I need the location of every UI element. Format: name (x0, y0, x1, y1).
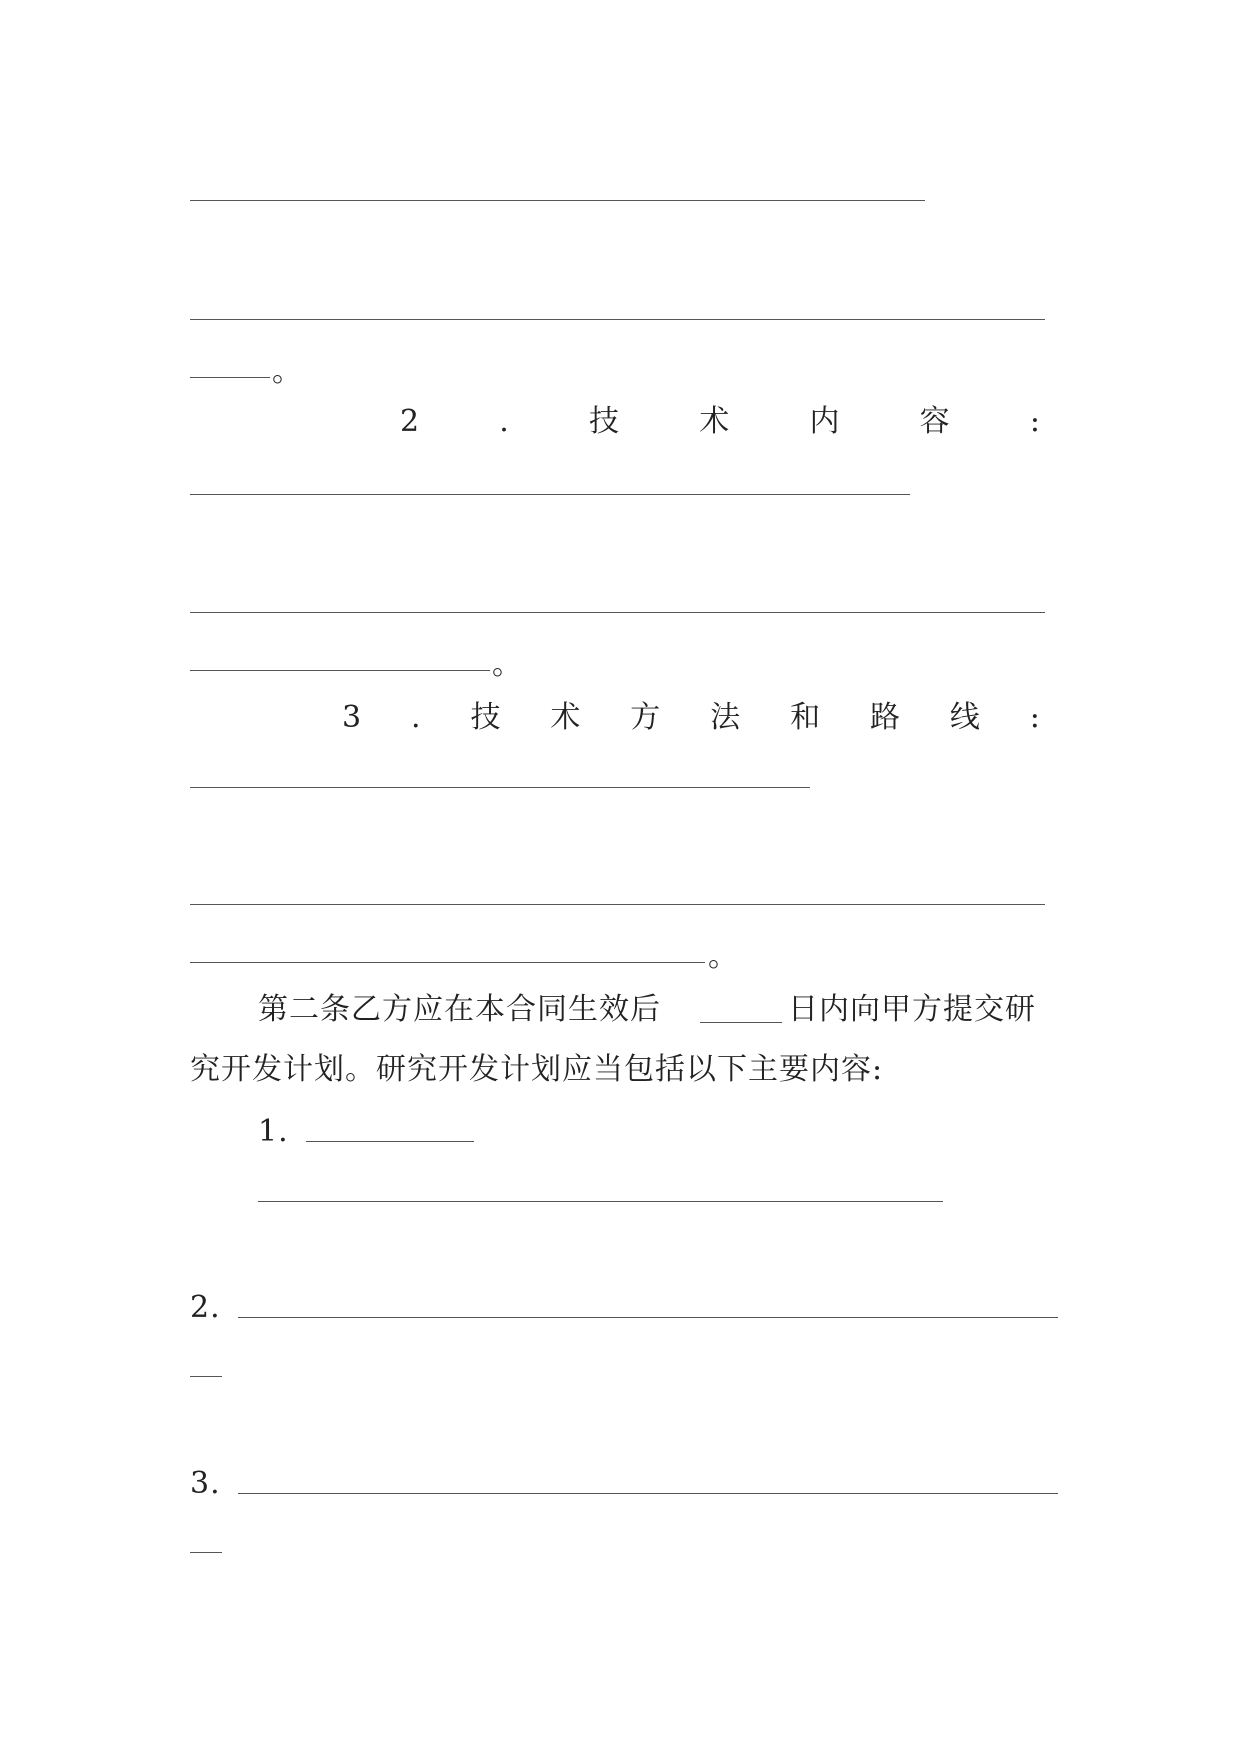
blank-line (190, 1552, 222, 1553)
heading-char: : (1029, 700, 1040, 735)
period: 。 (492, 647, 523, 682)
blank-line (190, 962, 705, 963)
heading-char: 路 (869, 700, 900, 735)
article2-line1-after: 日内向甲方提交研 (788, 992, 1036, 1027)
heading-char: 技 (470, 700, 501, 735)
blank-line (190, 787, 810, 788)
heading-char: 技 (589, 404, 620, 439)
period: 。 (272, 354, 303, 389)
article2-line2: 究开发计划。研究开发计划应当包括以下主要内容: (190, 1052, 884, 1087)
blank-line (190, 494, 910, 495)
heading-char: . (499, 404, 509, 439)
blank-line (238, 1317, 1058, 1318)
blank-line (258, 1201, 943, 1202)
heading-char: 3 (342, 700, 362, 735)
heading-char: : (1029, 404, 1040, 439)
blank-line (190, 319, 1045, 320)
period: 。 (708, 939, 739, 974)
blank-line (190, 670, 490, 671)
heading-char: 内 (809, 404, 840, 439)
blank-line (190, 904, 1045, 905)
heading-char: . (411, 700, 421, 735)
article2-line1-before: 第二条乙方应在本合同生效后 (258, 992, 661, 1027)
heading-char: 法 (710, 700, 741, 735)
heading-char: 术 (550, 700, 581, 735)
item2-heading (400, 402, 1040, 442)
blank-line (190, 1376, 222, 1377)
heading-char: 和 (790, 700, 821, 735)
heading-char: 容 (919, 404, 950, 439)
blank-line (700, 1022, 782, 1023)
plan-item-number: 3. (190, 1466, 221, 1501)
plan-item-number: 2. (190, 1290, 221, 1325)
heading-char: 方 (630, 700, 661, 735)
blank-line (190, 200, 925, 201)
item3-heading (342, 698, 1040, 738)
blank-line (190, 612, 1045, 613)
blank-line (238, 1493, 1058, 1494)
blank-line (306, 1141, 474, 1142)
blank-line (190, 377, 270, 378)
heading-char: 2 (400, 404, 420, 439)
heading-char: 术 (699, 404, 730, 439)
plan-item-number: 1. (258, 1114, 289, 1149)
heading-char: 线 (949, 700, 980, 735)
